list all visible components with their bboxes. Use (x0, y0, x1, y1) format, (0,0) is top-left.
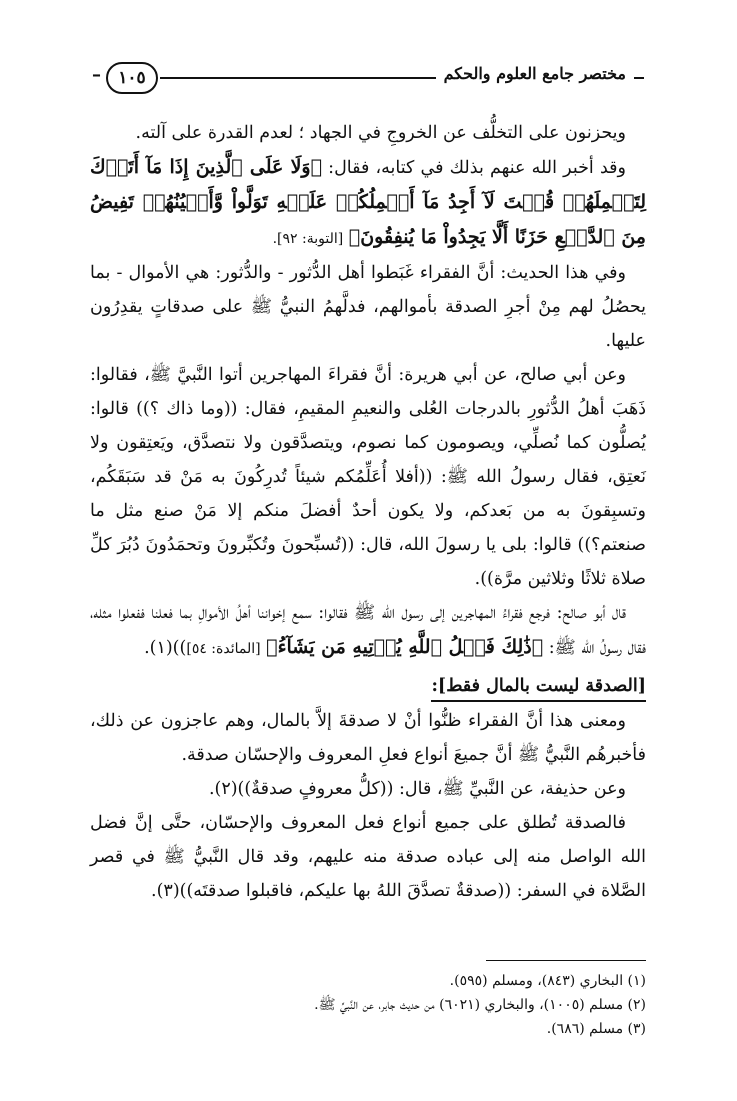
footnote-2: (٢) مسلم (١٠٠٥)، والبخاري (٦٠٢١) من حديث جابر، عن النَّبيِّ ﷺ. (314, 997, 646, 1013)
paragraph-1: ويحزنون على التخلُّف عن الخروجِ في الجهاد ؛ لعدم القدرة على آلته. (135, 123, 626, 143)
section-heading: [الصدقة ليست بالمال فقط]: (431, 672, 646, 702)
verse-citation-maidah: [المائدة: ٥٤] (186, 641, 261, 657)
footnote-3: (٣) مسلم (٦٨٦). (546, 1021, 646, 1037)
paragraph-5-end: ))(١). (144, 638, 187, 658)
header-dash: – (92, 64, 101, 85)
page-number: ١٠٥ (106, 62, 158, 94)
paragraph-2 (90, 150, 646, 256)
paragraph-5 (90, 596, 646, 666)
book-title: مختصر جامع العلوم والحكم (436, 64, 634, 83)
paragraph-4: وعن أبي صالح، عن أبي هريرة: أنَّ فقراءَ المهاجرين أتوا النَّبيَّ ﷺ، فقالوا: ذَهَبَ أهلُ الدُّثورِ بالدرجات العُلى والنعيمِ المقيمِ، فقال: ((وما ذاك ؟)) قالوا: يُصلُّون كما نُصلِّي، ويصومون كما نصوم، ويتصدَّقون ولا نتصدَّق، ويَعتِقون ولا نَعتِق، فقال رسولُ الله ﷺ: ((أفلا أُعَلِّمُكم شيئاً تُدرِكُونَ به مَنْ قد سَبَقَكُم، وتسبِقونَ به من بَعدكم، ولا يكون أحدٌ أفضلَ منكم إلا مَنْ صنع مثل ما صنعتم؟)) قالوا: بلى يا رسولَ الله، قال: ((تُسبِّحونَ وتُكبِّرونَ وتحمَدُونَ دُبُرَ كلِّ صلاة ثلاثًا وثلاثين مرَّة)). (90, 365, 646, 589)
footnote-rule (486, 960, 646, 961)
paragraph-8: فالصدقة تُطلق على جميع أنواع فعل المعروف والإحسّان، حتَّى إنَّ فضل الله الواصل منه إلى عباده صدقة منه عليهم، وقد قال النَّبيُّ ﷺ في قصر الصَّلاة في السفر: ((صدقةٌ تصدَّقَ اللهُ بها عليكم، فاقبلوا صدقتَه))(٣). (90, 813, 646, 901)
paragraph-7: وعن حذيفة، عن النَّبيِّ ﷺ، قال: ((كلُّ معروفٍ صدقةٌ))(٢). (208, 779, 626, 799)
footnote-1: (١) البخاري (٨٤٣)، ومسلم (٥٩٥). (449, 973, 646, 989)
quran-verse-maidah: ﴿ذَٰلِكَ فَضۡلُ ٱللَّهِ يُؤۡتِيهِ مَن يَشَآءُ﴾ (266, 636, 544, 658)
page-body (90, 116, 646, 908)
paragraph-3: وفي هذا الحديث: أنَّ الفقراء غَبَطوا أهل الدُّثور - والدُّثور: هي الأموال - بما يحصُلُ لهم مِنْ أجرِ الصدقة بأموالهم، فدلَّهمُ النبيُّ ﷺ على صدقاتٍ يقدِرُون عليها. (90, 263, 646, 351)
paragraph-2-intro: وقد أخبر الله عنهم بذلك في كتابه، فقال: (328, 158, 626, 178)
footnotes (90, 960, 646, 1041)
paragraph-5-intro: قال أبو صالح: فرجع فقراءُ المهاجرين إلى رسول الله ﷺ فقالوا: سمع إخواننا أهلُ الأموالِ بما فعلنا ففعلوا مثله، فقال رسولُ الله ﷺ: (90, 603, 646, 658)
verse-citation-tawbah: [التوبة: ٩٢]. (272, 231, 344, 247)
quran-verse-tawbah: ﴿وَلَا عَلَى ٱلَّذِينَ إِذَا مَآ أَتَوۡكَ لِتَحۡمِلَهُمۡ قُلۡتَ لَآ أَجِدُ مَآ أَحۡمِلُكُمۡ عَلَيۡهِ تَوَلَّواْ وَّأَعۡيُنُهُمۡ تَفِيضُ مِنَ ٱلدَّمۡعِ حَزَنًا أَلَّا يَجِدُواْ مَا يُنفِقُونَ﴾ (90, 156, 646, 248)
page-header (92, 60, 644, 96)
paragraph-6: ومعنى هذا أنَّ الفقراء ظنُّوا أنْ لا صدقةَ إلاَّ بالمال، وهم عاجزون عن ذلك، فأخبرهُم النَّبيُّ ﷺ أنَّ جميعَ أنواع فعلِ المعروف والإحسّان صدقة. (90, 711, 646, 765)
